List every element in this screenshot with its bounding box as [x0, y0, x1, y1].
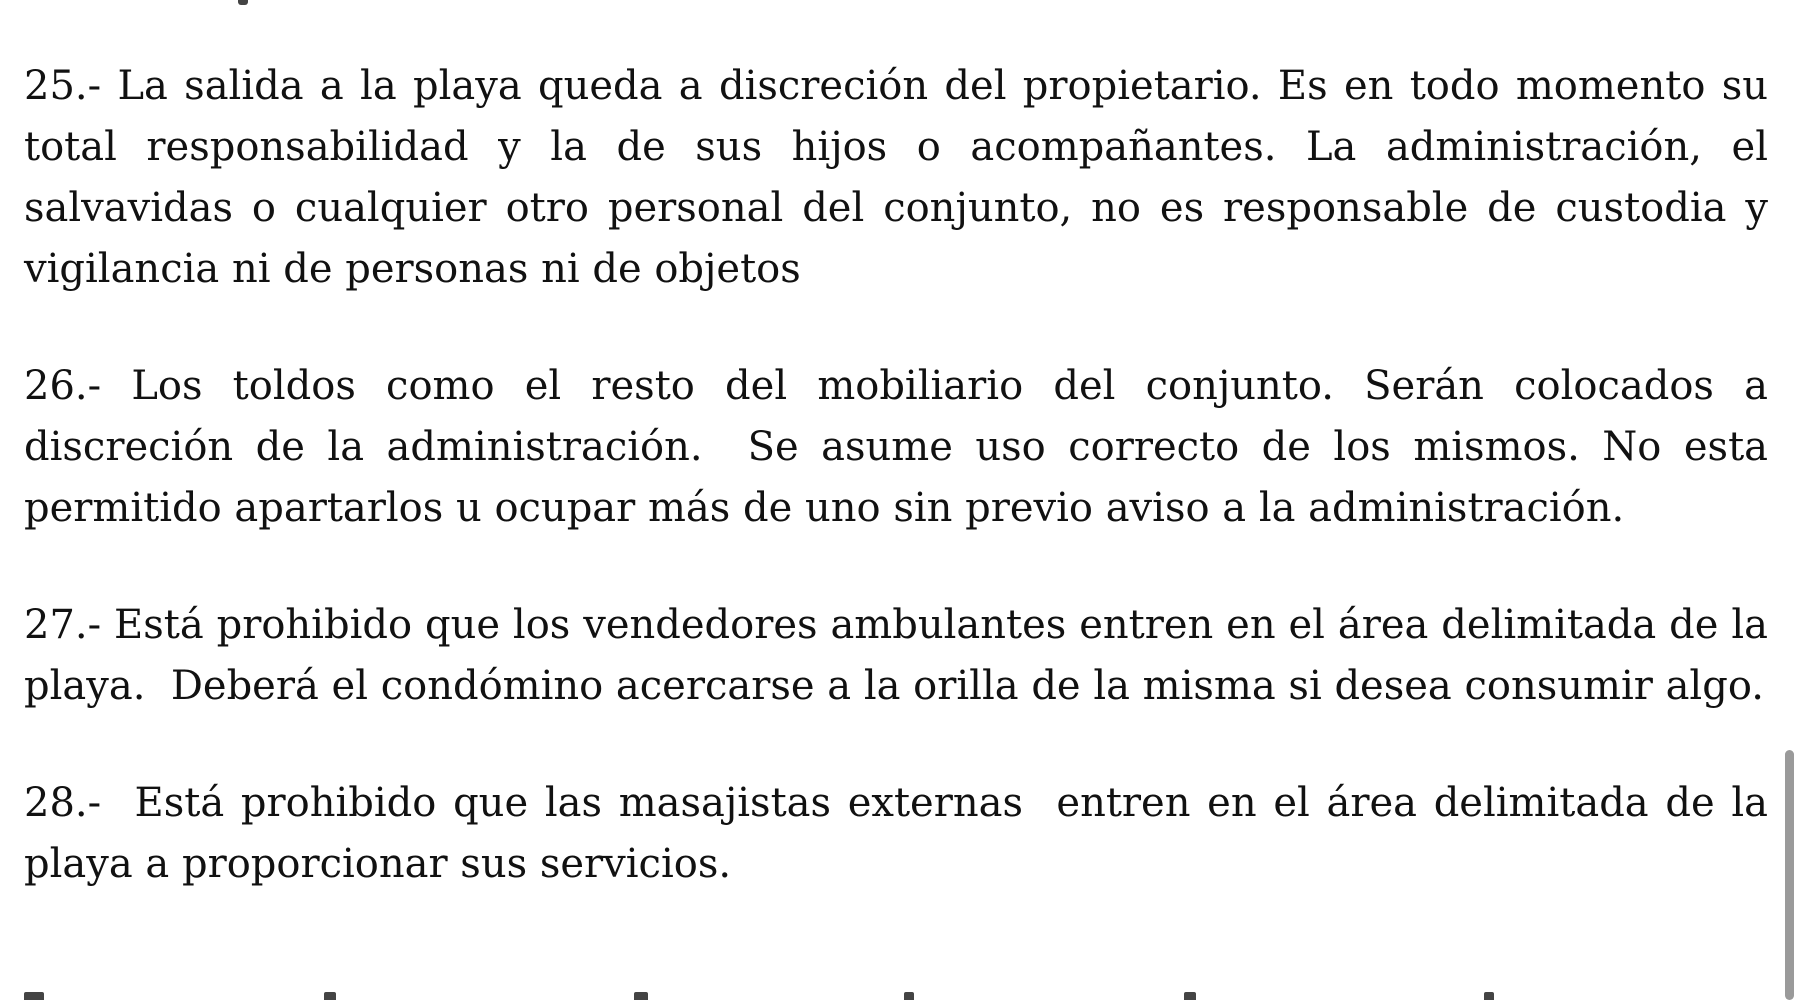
text-stub [324, 992, 336, 1000]
text-stub [1484, 992, 1494, 1000]
rule-28: 28.- Está prohibido que las masajistas externas entren en el área delimitada de la playa a proporcionar sus servicios. [24, 780, 1781, 887]
next-rule-cut-off [24, 992, 1768, 1000]
rule-27: 27.- Está prohibido que los vendedores ambulantes entren en el área delimitada de la playa. Deberá el condómino acercarse a la orilla de la misma si desea consumir algo. [24, 602, 1781, 709]
text-stub [904, 992, 914, 1000]
text-stub [24, 992, 44, 1000]
rule-25: 25.- La salida a la playa queda a discreción del propietario. Es en todo momento su total responsabilidad y la de sus hijos o acompañantes. La administración, el salvavidas o cualquier otro personal del conjunto, no es responsable de custodia y vigilancia ni de personas ni de objetos [24, 63, 1781, 292]
text-stub [634, 992, 648, 1000]
previous-text-fragment [238, 0, 248, 5]
document-page [24, 56, 1781, 951]
rule-26: 26.- Los toldos como el resto del mobiliario del conjunto. Serán colocados a discreción de la administración. Se asume uso correcto de los mismos. No esta permitido apartarlos u ocupar más de uno sin previo aviso a la administración. [24, 363, 1781, 531]
text-stub [1184, 992, 1196, 1000]
vertical-scrollbar-thumb[interactable] [1785, 750, 1794, 1000]
